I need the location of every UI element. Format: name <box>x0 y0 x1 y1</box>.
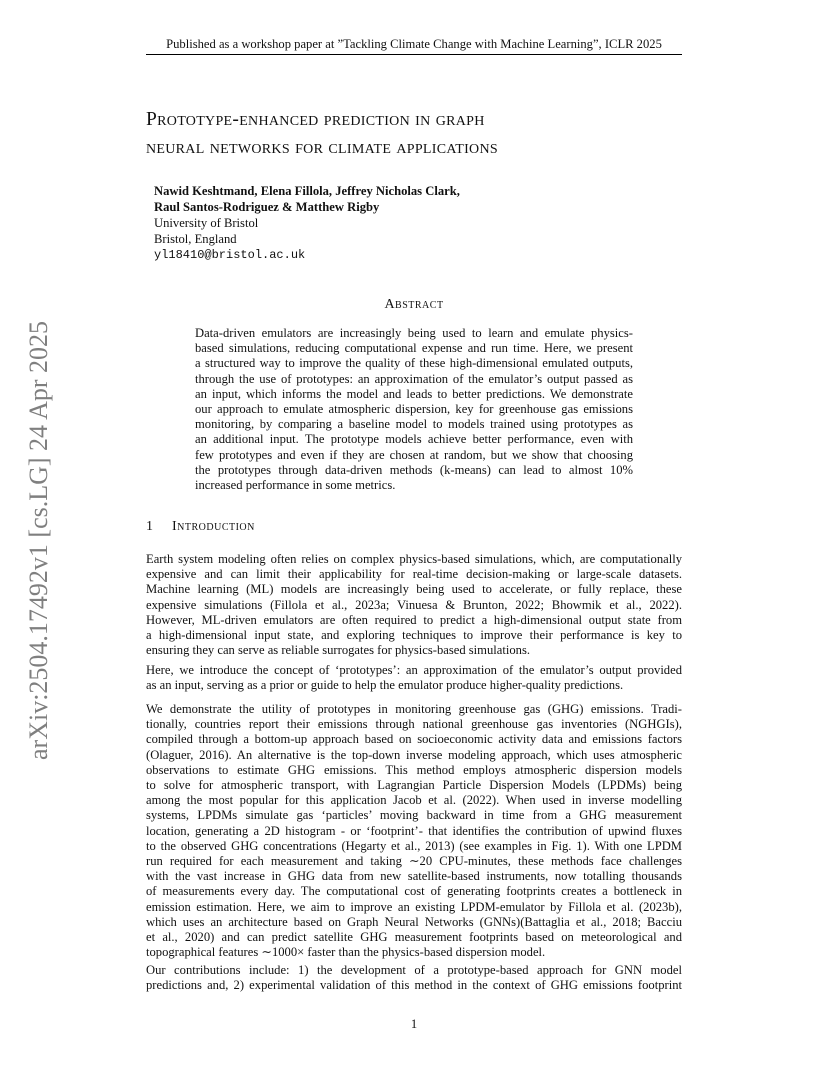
abstract-heading: Abstract <box>384 297 444 312</box>
text-line: our approach to emulate atmospheric dispersion, key for greenhouse gas emissions <box>195 402 633 417</box>
location: Bristol, England <box>154 232 237 246</box>
text-line: emission estimation. Here, we aim to improve an existing LPDM-emulator by Fillola et al. (2023b), <box>146 899 682 914</box>
text-line: ensuring they can serve as reliable surrogates for physics-based simulations. <box>146 643 530 658</box>
text-line: Our contributions include: 1) the development of a prototype-based approach for GNN model <box>146 963 682 977</box>
intro-paragraph-4 <box>146 963 682 993</box>
author-names-line-1: Nawid Keshtmand, Elena Fillola, Jeffrey Nicholas Clark, <box>154 184 460 198</box>
text-line: run required for each measurement and taking ∼20 CPU-minutes, these methods face challenges <box>146 854 682 869</box>
text-line: a structured way to improve the quality of these high-dimensional emulated outputs, <box>195 356 633 371</box>
text-line: with the vast increase in GHG data from new satellite-based instruments, now totalling thousands <box>146 869 682 884</box>
text-line: Machine learning (ML) models are increasingly being used to accelerate, or fully replace, these <box>146 582 682 597</box>
text-line: among the most popular for this application Jacob et al. (2022). When used in inverse modelling <box>146 793 682 808</box>
text-line: expensive and can limit their applicability for real-time decision-making or large-scale datasets. <box>146 567 682 582</box>
text-line: the prototypes through data-driven methods (k-means) can lead to almost 10% <box>195 462 633 477</box>
text-line: expensive simulations (Fillola et al., 2023a; Vinuesa & Brunton, 2022; Bhowmik et al., 2022). <box>146 597 682 612</box>
author-email[interactable]: yl18410@bristol.ac.uk <box>154 248 306 262</box>
text-line: We demonstrate the utility of prototypes in monitoring greenhouse gas (GHG) emissions. Tradi- <box>146 702 682 716</box>
text-line: to solve for atmospheric transport, with Lagrangian Particle Dispersion Models (LPDMs) being <box>146 778 682 793</box>
text-line: topographical features ∼1000× faster than the physics-based dispersion model. <box>146 945 546 960</box>
text-line: of measurements every day. The computational cost of generating footprints creates a bottleneck in <box>146 884 682 899</box>
text-line: compiled through a bottom-up approach based on socioeconomic activity data and emissions factors <box>146 732 682 747</box>
author-names-line-2: Raul Santos-Rodriguez & Matthew Rigby <box>154 200 380 214</box>
text-line: (Olaguer, 2016). An alternative is the top-down inverse modeling approach, which uses atmospheric <box>146 747 682 762</box>
text-line: tionally, countries report their emissions through national greenhouse gas inventories (NGHGIs), <box>146 717 682 732</box>
text-line: an additional input. The prototype models achieve better performance, even with <box>195 432 633 447</box>
text-line: through the use of prototypes: an approximation of the emulator’s output passed as <box>195 371 633 386</box>
running-header: Published as a workshop paper at ”Tackling Climate Change with Machine Learning”, ICLR 2025 <box>146 36 682 55</box>
text-line: predictions and, 2) experimental validation of this method in the context of GHG emissions footprint <box>146 978 682 993</box>
text-line: a high-dimensional input state, and exploring techniques to improve their performance is key to <box>146 628 682 643</box>
author-block <box>154 183 654 263</box>
intro-paragraph-2 <box>146 663 682 693</box>
text-line: which uses an architecture based on Graph Neural Networks (GNNs)(Battaglia et al., 2018; Bacciu <box>146 914 682 929</box>
section-number: 1 <box>146 519 153 534</box>
text-line: location, generating a 2D histogram - or ‘footprint’- that identifies the contribution of upwind fluxes <box>146 823 682 838</box>
text-line: et al., 2020) and can predict satellite GHG measurement footprints based on meteorological and <box>146 930 682 945</box>
text-line: Earth system modeling often relies on complex physics-based simulations, which, are computationally <box>146 552 682 566</box>
text-line: based simulations, reducing computational expense and run time. Here, we present <box>195 341 633 356</box>
abstract-text <box>195 326 633 493</box>
text-line: Data-driven emulators are increasingly being used to learn and emulate physics- <box>195 326 633 340</box>
intro-paragraph-1 <box>146 552 682 658</box>
text-line: few prototypes and even if they are chosen at random, but we show that choosing <box>195 447 633 462</box>
text-line: Here, we introduce the concept of ‘prototypes’: an approximation of the emulator’s output provided <box>146 663 682 677</box>
page-number: 1 <box>410 1017 418 1031</box>
text-line: increased performance in some metrics. <box>195 478 396 493</box>
arxiv-stamp[interactable]: arXiv:2504.17492v1 [cs.LG] 24 Apr 2025 <box>24 320 53 760</box>
text-line: an input, which informs the model and leads to better predictions. We demonstrate <box>195 386 633 401</box>
text-line: as an input, serving as a prior or guide to help the emulator produce higher-quality predictions. <box>146 678 624 693</box>
text-line: However, ML-driven emulators are often required to predict a high-dimensional output state from <box>146 612 682 627</box>
intro-paragraph-3 <box>146 702 682 960</box>
section-heading-introduction <box>146 518 255 536</box>
affiliation: University of Bristol <box>154 216 259 230</box>
paper-title <box>146 106 706 162</box>
section-title: Introduction <box>172 519 255 534</box>
paper-title-line-1: Prototype-enhanced prediction in graph <box>146 109 485 130</box>
text-line: to the observed GHG concentrations (Hegarty et al., 2013) (see examples in Fig. 1). With one LPDM <box>146 838 682 853</box>
text-line: monitoring, by comparing a baseline model to models trained using prototypes as <box>195 417 633 432</box>
text-line: systems, LPDMs simulate gas ‘particles’ moving backward in time from a GHG measurement <box>146 808 682 823</box>
text-line: observations to estimate GHG emissions. This method employs atmospheric dispersion models <box>146 762 682 777</box>
paper-title-line-2: neural networks for climate applications <box>146 137 498 158</box>
